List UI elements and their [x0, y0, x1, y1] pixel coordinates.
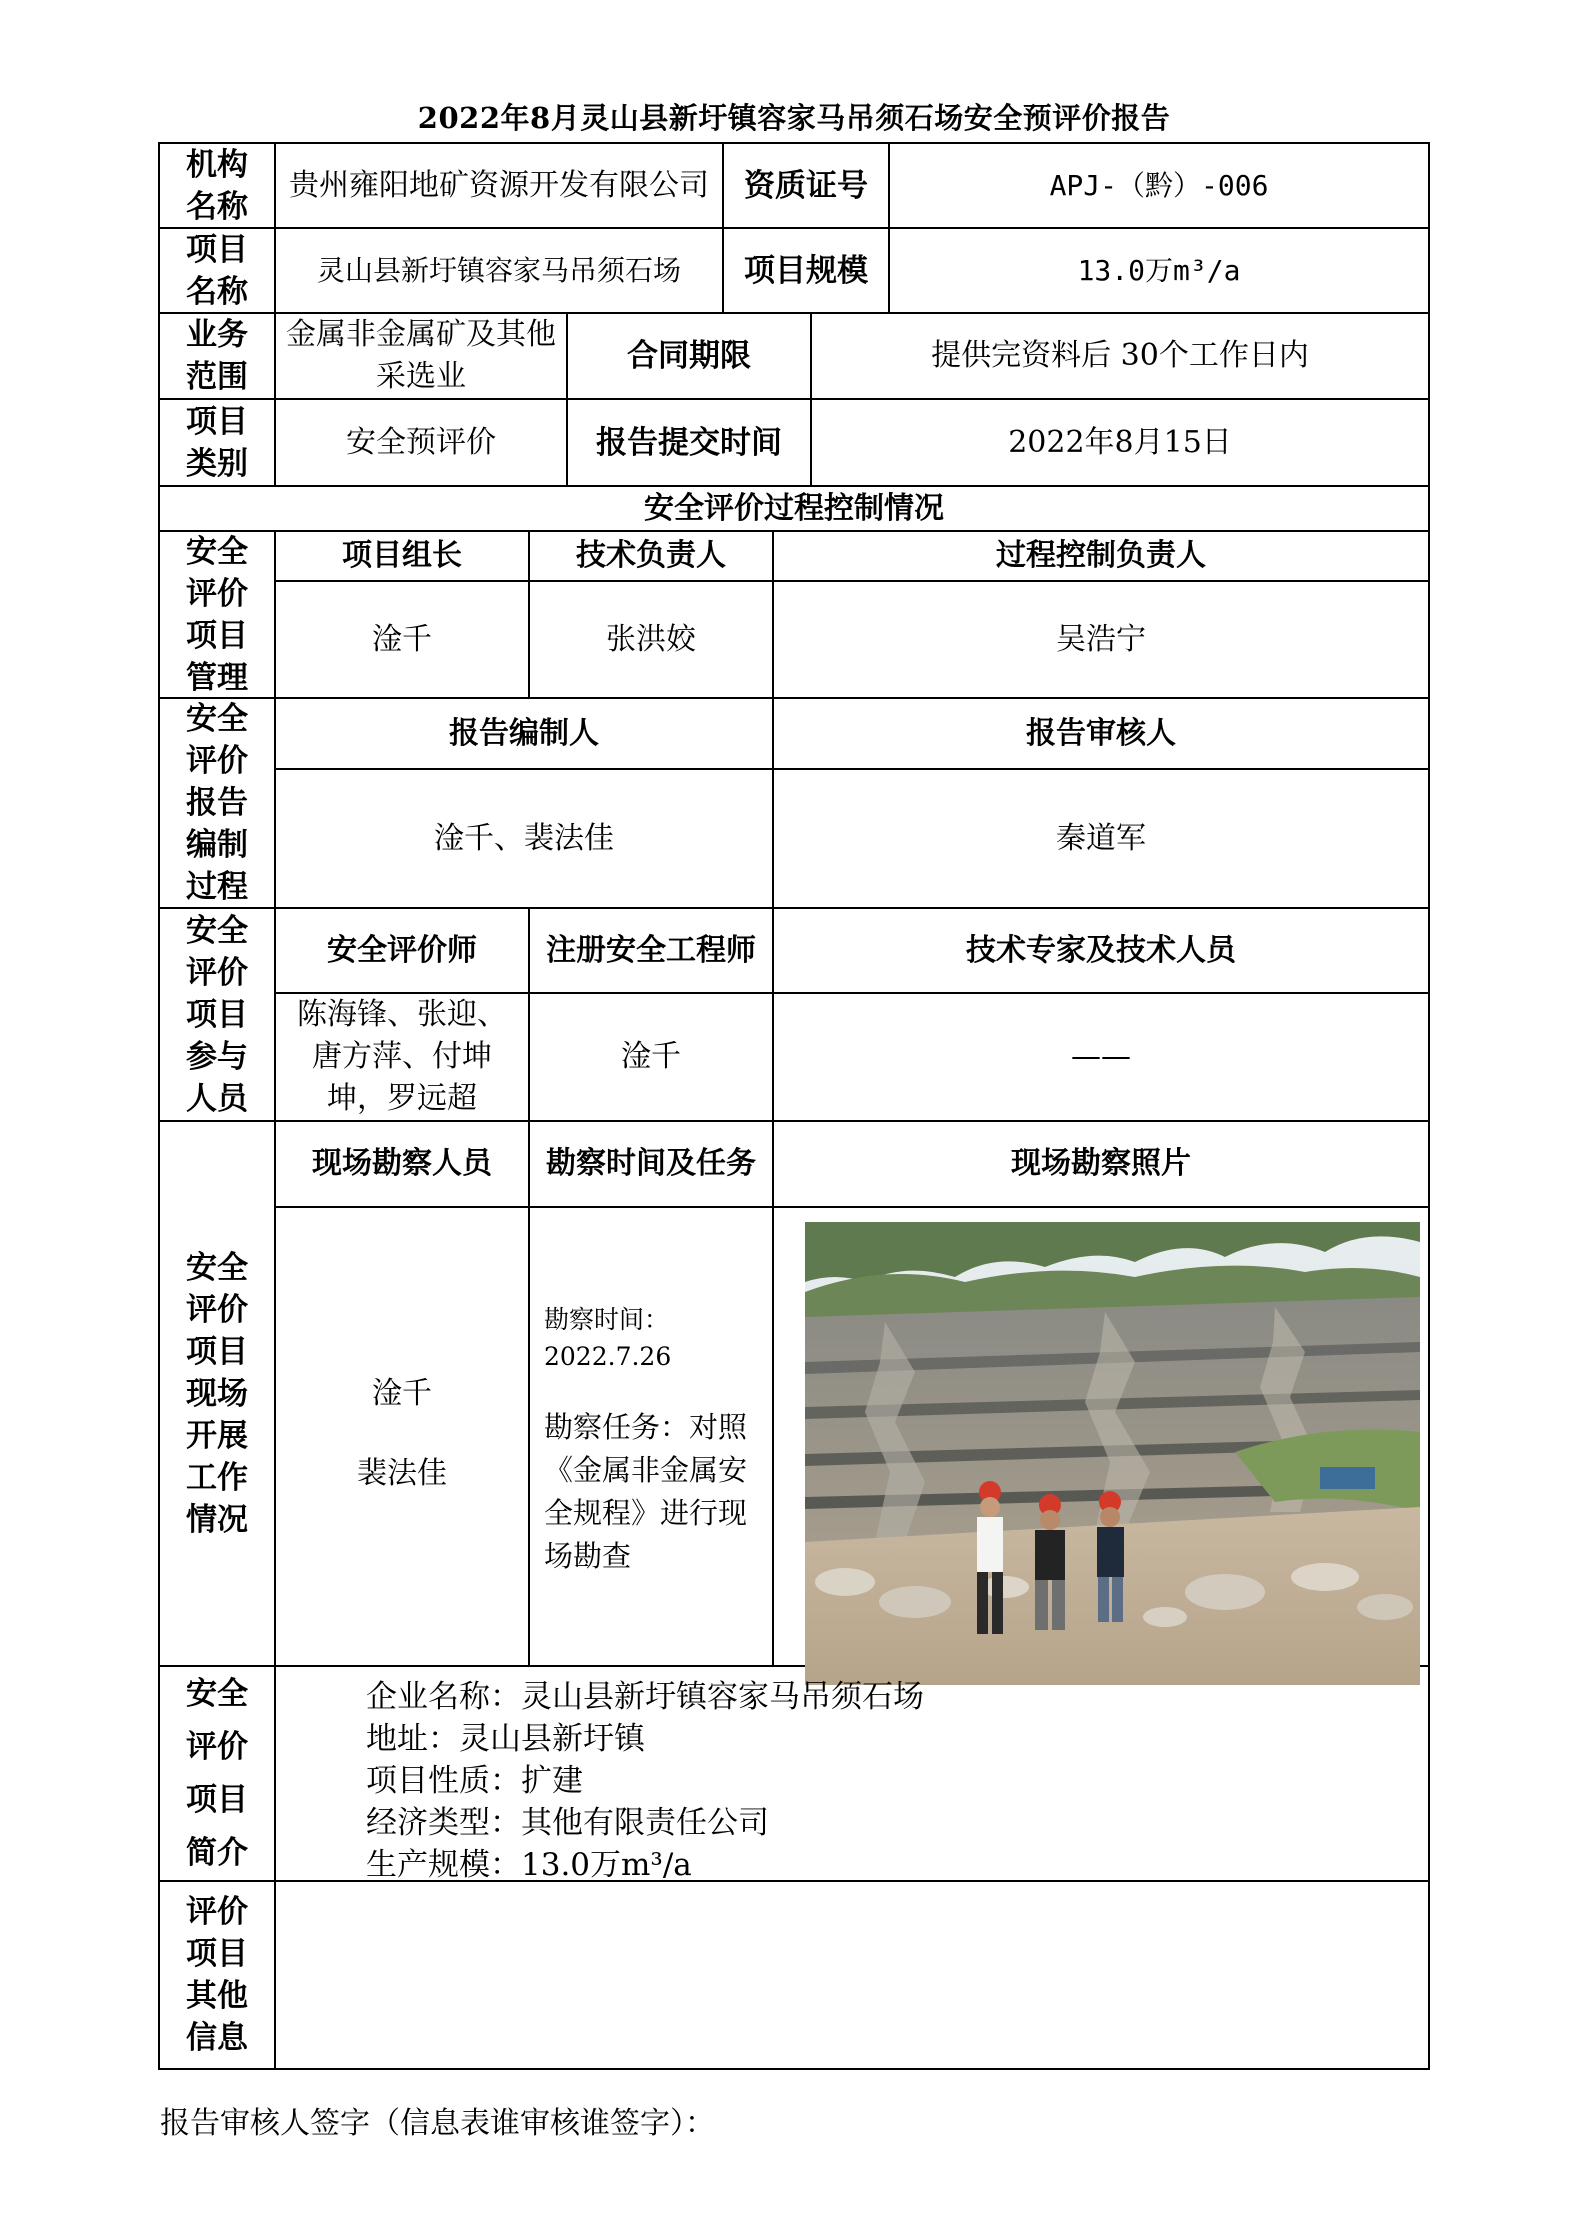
participants-label: 安全 评价 项目 参与 人员	[186, 912, 248, 1117]
cert-label: 资质证号	[744, 167, 868, 204]
contract-value: 提供完资料后 30个工作日内	[931, 338, 1309, 373]
author-value: 淦千、裴法佳	[434, 820, 614, 856]
site-photo	[805, 1222, 1420, 1685]
reviewer-header: 报告审核人	[1026, 715, 1176, 751]
process-value: 吴浩宁	[1056, 621, 1146, 657]
intro-list	[366, 1676, 1416, 1886]
expert-header: 技术专家及技术人员	[966, 932, 1236, 968]
project-name-label: 项目 名称	[186, 231, 248, 310]
scope-value: 金属非金属矿及其他采选业	[286, 317, 556, 394]
evaluator-value: 陈海锋、张迎、唐方萍、付坤坤，罗远超	[297, 997, 507, 1116]
evaluator-header: 安全评价师	[327, 932, 477, 968]
intro-label: 安全 评价 项目 简介	[186, 1675, 248, 1871]
scale-value: 13.0万m³/a	[1077, 253, 1241, 287]
other-info-value	[276, 1882, 1428, 2068]
tech-header: 技术负责人	[576, 538, 726, 573]
intro-line: 经济类型：其他有限责任公司	[366, 1805, 769, 1841]
survey-staff-2: 裴法佳	[357, 1456, 447, 1491]
survey-task: 勘察任务：对照《金属非金属安全规程》进行现场勘查	[544, 1410, 748, 1573]
time-header: 勘察时间及任务	[546, 1146, 756, 1181]
leader-value: 淦千	[372, 621, 432, 657]
cert-value: APJ-（黔）-006	[1049, 168, 1269, 202]
staff-header: 现场勘察人员	[312, 1146, 492, 1181]
org-name-label: 机构 名称	[186, 146, 248, 225]
intro-line: 地址：灵山县新圩镇	[366, 1721, 645, 1757]
scale-label: 项目规模	[744, 252, 868, 289]
survey-label: 安全 评价 项目 现场 开展 工作 情况	[186, 1249, 248, 1538]
management-label: 安全 评价 项目 管理	[186, 533, 248, 696]
photo-header: 现场勘察照片	[1011, 1146, 1191, 1181]
survey-time-value: 2022.7.26	[544, 1342, 672, 1371]
reviewer-value: 秦道军	[1056, 820, 1146, 856]
intro-line: 企业名称：灵山县新圩镇容家马吊须石场	[366, 1679, 924, 1715]
scope-label: 业务 范围	[186, 317, 248, 395]
survey-staff-1: 淦千	[372, 1376, 432, 1411]
category-value: 安全预评价	[346, 424, 496, 460]
expert-value: ——	[1071, 1039, 1131, 1074]
org-name-value: 贵州雍阳地矿资源开发有限公司	[289, 167, 709, 203]
category-label: 项目 类别	[186, 403, 248, 482]
report-title: 2022年8月灵山县新圩镇容家马吊须石场安全预评价报告	[417, 101, 1171, 135]
contract-label: 合同期限	[627, 338, 751, 374]
leader-header: 项目组长	[342, 538, 462, 573]
other-info-label: 评价 项目 其他 信息	[186, 1894, 248, 2056]
section-title: 安全评价过程控制情况	[644, 490, 944, 526]
reviewer-signature-label: 报告审核人签字（信息表谁审核谁签字）：	[160, 2106, 715, 2141]
intro-line: 项目性质：扩建	[366, 1763, 583, 1799]
project-name-value: 灵山县新圩镇容家马吊须石场	[316, 253, 681, 287]
intro-line: 生产规模：13.0万m³/a	[366, 1847, 692, 1883]
engineer-header: 注册安全工程师	[546, 932, 756, 968]
tech-value: 张洪姣	[606, 621, 696, 657]
submit-time-label: 报告提交时间	[596, 424, 782, 461]
survey-time-label: 勘察时间：	[544, 1305, 670, 1334]
engineer-value: 淦千	[621, 1039, 681, 1074]
author-header: 报告编制人	[449, 715, 599, 751]
compile-label: 安全 评价 报告 编制 过程	[186, 701, 248, 905]
submit-time-value: 2022年8月15日	[1008, 424, 1232, 460]
survey-time-cell	[530, 1208, 772, 1665]
process-header: 过程控制负责人	[996, 538, 1206, 573]
survey-staff-cell	[276, 1208, 528, 1665]
